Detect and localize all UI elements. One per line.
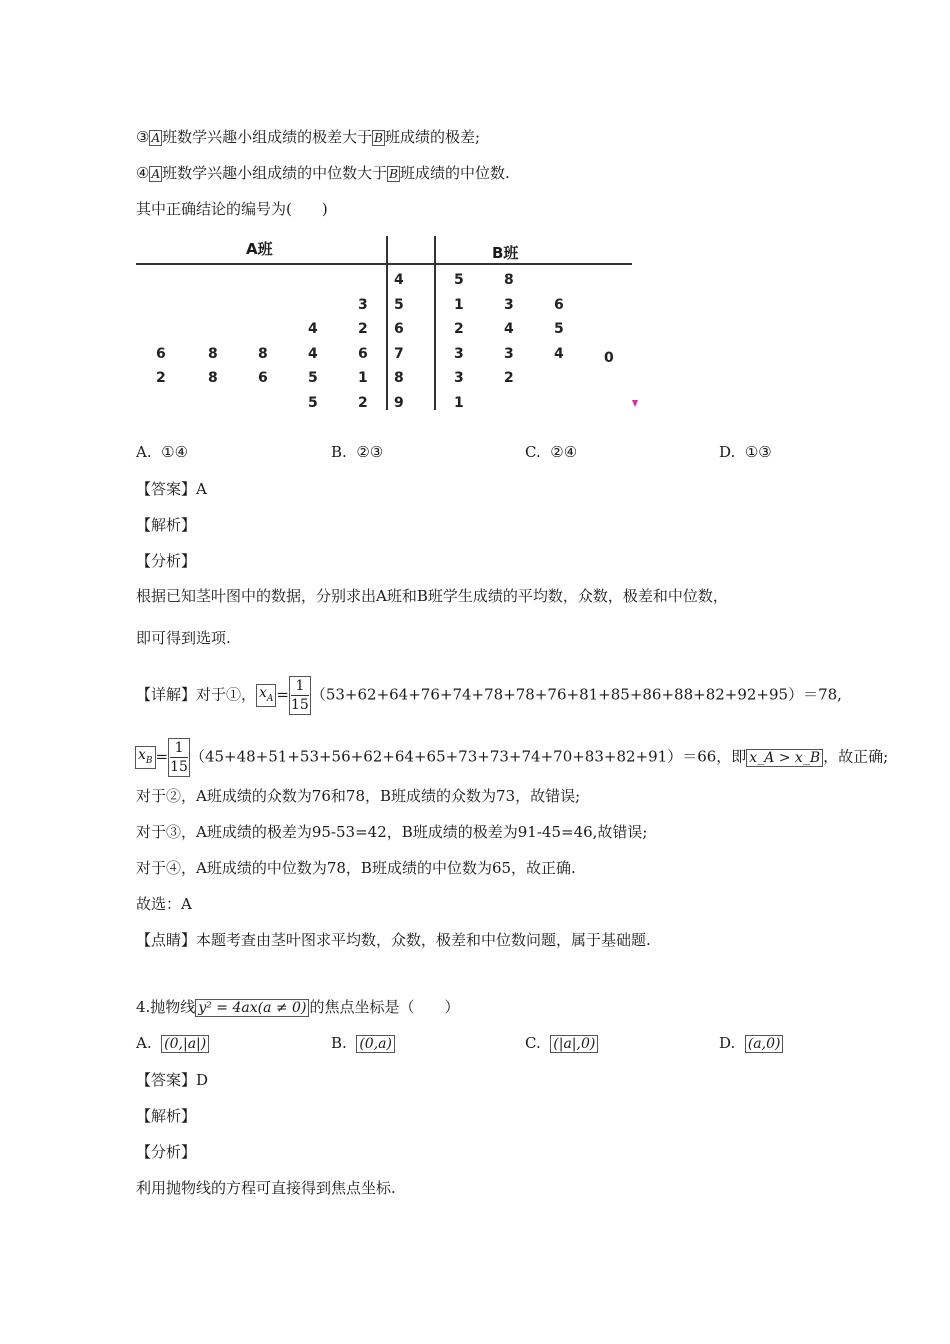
dianjing-line: 【点睛】本题考查由茎叶图求平均数，众数，极差和中位数问题，属于基础题. <box>136 931 651 949</box>
leaf-a: 5 <box>308 370 318 386</box>
fraction: $\frac{1}{15}$ <box>170 740 188 775</box>
leaf-b: 2 <box>454 321 464 337</box>
leaf-a: 4 <box>308 321 318 337</box>
leaf-a: 4 <box>308 345 318 362</box>
statement-3 <box>136 127 480 147</box>
q4-option-c[interactable] <box>525 1034 598 1053</box>
q4-option-a[interactable] <box>136 1034 209 1053</box>
q4-answer: 【答案】D <box>136 1071 209 1089</box>
circled-number: ③ <box>136 128 150 146</box>
leaf-a: 6 <box>156 345 166 362</box>
leaf-b: 6 <box>554 296 564 313</box>
answer-line: 【答案】A <box>136 480 207 498</box>
detail-line-3: 对于②，A班成绩的众数为76和78，B班成绩的众数为73，故错误; <box>136 787 581 805</box>
sum-a: （53+62+64+76+74+78+78+76+81+85+86+88+82+92+95）＝78, <box>310 685 842 704</box>
option-formula: (|a|,0) <box>550 1035 598 1053</box>
leaf-a: 8 <box>258 345 268 362</box>
fraction: $\frac{1}{15}$ <box>291 678 309 713</box>
leaf-b: 3 <box>454 370 464 386</box>
fenxi-text-1: 根据已知茎叶图中的数据，分别求出A班和B班学生成绩的平均数，众数，极差和中位数， <box>136 587 728 605</box>
mean-a-symbol: $x_A$ <box>256 684 276 708</box>
q4-fenxi-text: 利用抛物线的方程可直接得到焦点坐标. <box>136 1179 396 1197</box>
leaf-a: 5 <box>308 394 318 411</box>
detail-heading: 【详解】对于①， <box>136 685 257 704</box>
stem-value: 4 <box>394 272 404 288</box>
option-letter: C. <box>525 443 541 461</box>
leaf-b: 3 <box>454 345 464 362</box>
leaf-b: 3 <box>504 296 514 313</box>
math-a: A <box>151 131 161 145</box>
leaf-a: 1 <box>358 370 368 386</box>
leaf-b: 1 <box>454 296 464 313</box>
option-b[interactable] <box>331 443 383 461</box>
math-b: B <box>374 131 383 145</box>
question-4 <box>136 997 459 1017</box>
header-class-b: B班 <box>492 244 519 262</box>
question-suffix: 的焦点坐标是（ ） <box>309 998 460 1016</box>
statement-text: 班数学兴趣小组成绩的中位数大于 <box>162 164 388 182</box>
math-b: B <box>389 167 398 181</box>
q4-option-d[interactable] <box>719 1034 783 1053</box>
option-a[interactable] <box>136 443 188 461</box>
option-letter: C. <box>525 1034 541 1052</box>
math-a: A <box>151 167 161 181</box>
equals-sign: = <box>276 685 289 704</box>
parabola-formula: y² = 4ax(a ≠ 0) <box>195 999 309 1017</box>
question-prompt: 其中正确结论的编号为( ) <box>136 200 328 218</box>
circled-number: ④ <box>136 164 150 182</box>
option-text: ①④ <box>161 443 189 461</box>
fenxi-heading: 【分析】 <box>136 552 197 570</box>
header-divider <box>136 263 632 265</box>
leaf-b: 2 <box>504 370 514 386</box>
q4-analysis-heading: 【解析】 <box>136 1107 197 1125</box>
statement-4 <box>136 163 510 183</box>
stem-divider-right <box>434 236 436 410</box>
leaf-a: 2 <box>156 370 166 386</box>
option-formula: (a,0) <box>745 1035 784 1053</box>
q4-option-b[interactable] <box>331 1034 395 1053</box>
option-letter: D. <box>719 1034 736 1052</box>
stem-value: 5 <box>394 296 404 313</box>
leaf-b: 3 <box>504 345 514 362</box>
option-letter: B. <box>331 443 347 461</box>
leaf-b: 5 <box>554 321 564 337</box>
fenxi-text-2: 即可得到选项. <box>136 629 231 647</box>
detail-line-2 <box>136 738 888 777</box>
option-formula: (0,a) <box>356 1035 395 1053</box>
q4-fenxi-heading: 【分析】 <box>136 1143 197 1161</box>
leaf-b: 0 <box>604 349 614 366</box>
statement-text: 班数学兴趣小组成绩的极差大于 <box>162 128 373 146</box>
option-text: ②③ <box>356 443 384 461</box>
leaf-a: 3 <box>358 296 368 313</box>
option-d[interactable] <box>719 443 772 461</box>
statement-text: 班成绩的极差; <box>384 128 481 146</box>
leaf-a: 6 <box>258 370 268 386</box>
option-formula: (0,|a|) <box>161 1035 209 1053</box>
stem-divider-left <box>386 236 388 410</box>
leaf-a: 2 <box>358 321 368 337</box>
question-prefix: 4.抛物线 <box>136 998 196 1016</box>
leaf-b: 4 <box>504 321 514 337</box>
detail-line-1 <box>136 676 842 715</box>
leaf-b: 5 <box>454 272 464 288</box>
option-c[interactable] <box>525 443 577 461</box>
equals-sign: = <box>155 747 169 766</box>
detail-line-5: 对于④，A班成绩的中位数为78，B班成绩的中位数为65，故正确. <box>136 859 576 877</box>
leaf-a: 6 <box>358 345 368 362</box>
leaf-a: 8 <box>208 345 218 362</box>
detail-line-4: 对于③，A班成绩的极差为95-53=42，B班成绩的极差为91-45=46,故错误; <box>136 823 648 841</box>
leaf-b: 4 <box>554 345 564 362</box>
option-text: ①③ <box>744 443 772 461</box>
stem-value: 7 <box>394 345 404 362</box>
analysis-heading: 【解析】 <box>136 516 197 534</box>
header-class-a: A班 <box>246 240 273 258</box>
option-letter: A. <box>136 443 152 461</box>
leaf-b: 1 <box>454 394 464 411</box>
stem-leaf-diagram <box>136 234 636 412</box>
sum-b: （45+48+51+53+56+62+64+65+73+73+74+70+83+82+91）＝66，即 <box>189 747 747 766</box>
statement-text: 班成绩的中位数. <box>399 164 510 182</box>
comparison-formula: x_A > x_B <box>746 749 823 767</box>
option-letter: B. <box>331 1034 347 1052</box>
mean-b-symbol: $x_B$ <box>135 746 156 770</box>
stem-value: 9 <box>394 394 404 411</box>
detail-tail: ，故正确; <box>823 747 889 766</box>
leaf-a: 8 <box>208 370 218 386</box>
leaf-b: 8 <box>504 272 514 288</box>
option-text: ②④ <box>550 443 578 461</box>
option-letter: A. <box>136 1034 152 1052</box>
option-letter: D. <box>719 443 736 461</box>
stem-value: 8 <box>394 370 404 386</box>
scan-mark <box>632 400 638 407</box>
leaf-a: 2 <box>358 394 368 411</box>
choose-line: 故选：A <box>136 895 192 913</box>
stem-value: 6 <box>394 321 404 337</box>
